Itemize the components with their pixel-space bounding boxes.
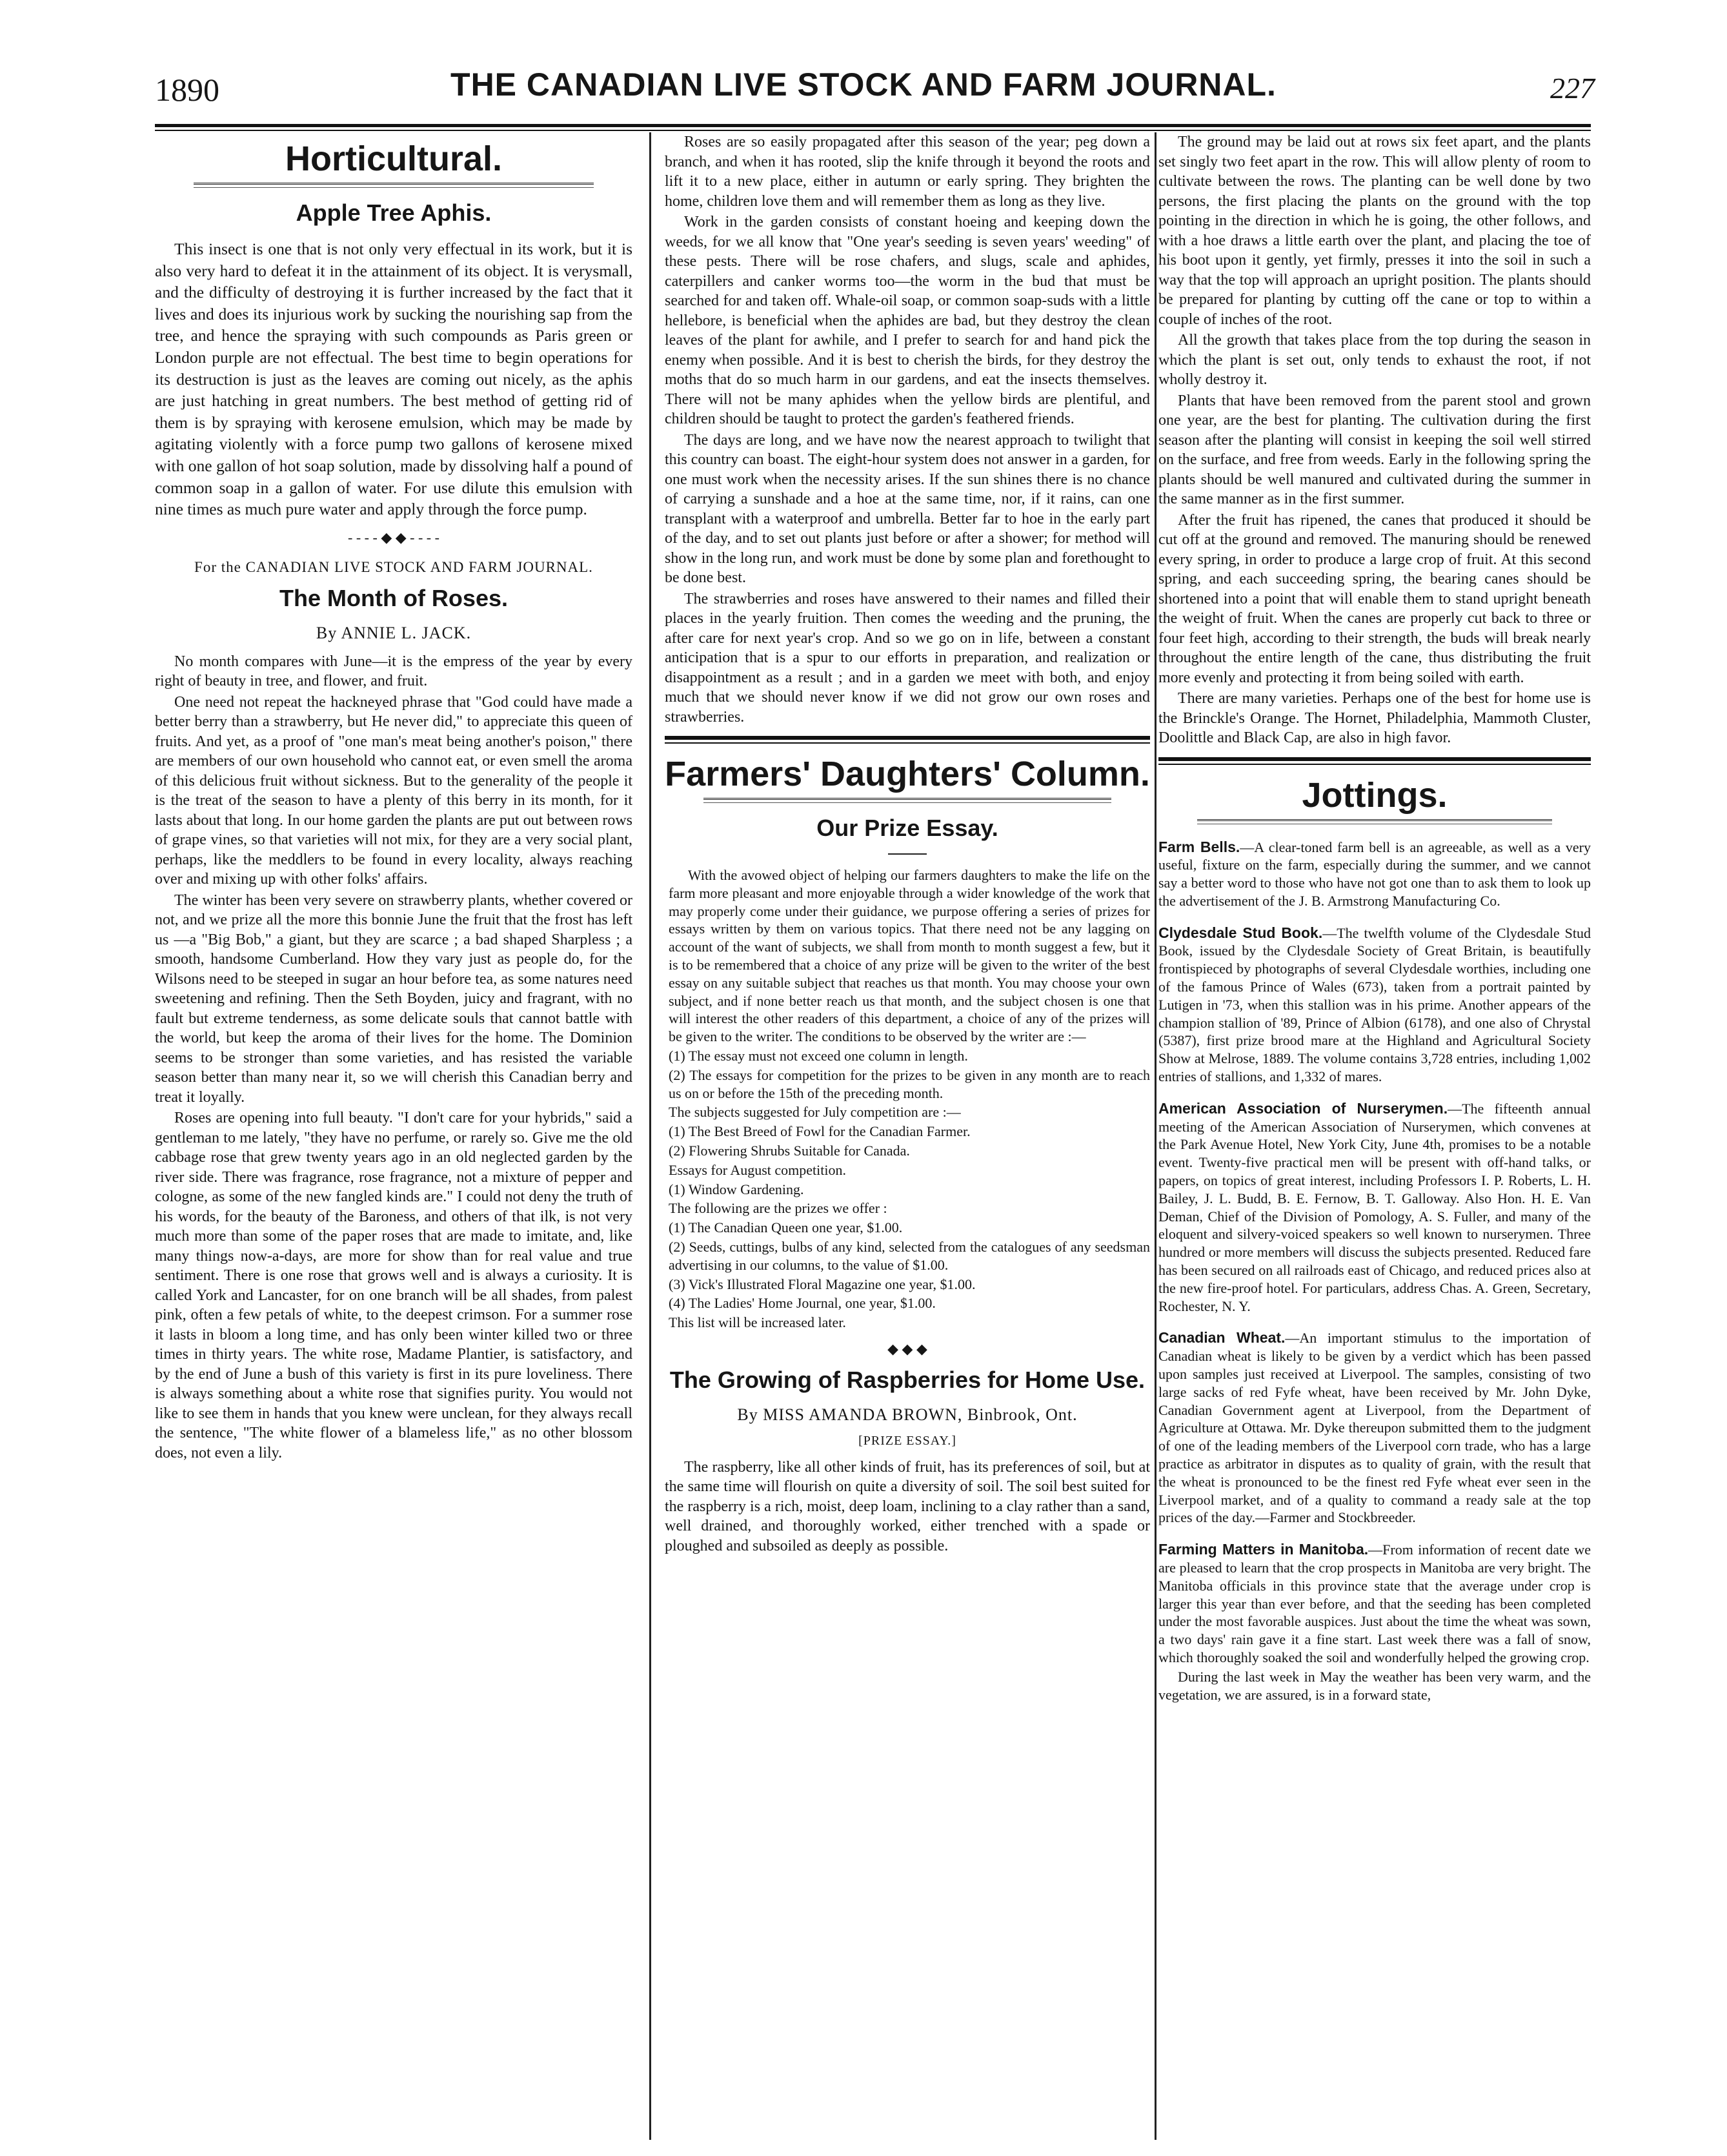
ornament-divider: ◆ ◆ ◆ (887, 1340, 927, 1357)
jotting-text: —From information of recent date we are pleased to learn that the crop prospects in Manitoba are very bright. The Manitoba officials in this province state that the average under crop is larger this year than ever before, and that the seeding has been completed under the most favorable auspices. Just about the time the wheat was sown, a two days' rain gave it a fine start. Last week there was a fall of snow, which thoroughly soaked the soil and wonderfully helped the growing crop. (1158, 1541, 1591, 1665)
column-middle (665, 132, 1150, 2150)
jotting-item (1158, 1100, 1591, 1316)
subject-item: (1) The Best Breed of Fowl for the Canadian Farmer. (669, 1123, 971, 1140)
divider (703, 798, 1111, 803)
article-paragraph: There are many varieties. Perhaps one of the best for home use is the Brinckle's Orange. The Hornet, Philadelphia, Mammoth Cluster, Doolittle and Black Cap, are also in high favor. (1158, 690, 1591, 746)
prize-essay-notice (665, 866, 1150, 1332)
article-paragraph: Work in the garden consists of constant hoeing and keeping down the weeds, for we all know that "One year's seeding is seven years' weeding" of these pests. There will be rose chafers, and slugs, scale and aphides, caterpillers and canker worms too—the worm in the bud that must be searched for and taken off. Whale-oil soap, or common soap-suds with a little hellebore, is beneficial when the aphides are bad, but they destroy the clean leaves of the plant for awhile, and I prefer to search for and hand pick the enemy when possible. And it is best to cherish the birds, for they destroy the moths that do so much harm in our gardens, and eat the insects themselves. There will not be many aphides when the yellow birds are plentiful, and children should be taught to protect the garden's feathered friends. (665, 214, 1150, 427)
jotting-item (1158, 924, 1591, 1086)
article-paragraph: One need not repeat the hackneyed phrase that "God could have made a better berry than a strawberry, but He never did," to appreciate this queen of fruits. And yet, as a proof of "one man's meat being another's poison," there are members of our own household who cannot eat, or even smell the aroma of this delicious fruit without sickness. But to the generality of the people it is the treat of the season to have a plenty of this berry in its month, for it lasts about that long. In our home garden the plants are put out between rows of grape vines, so that varieties will not mix, for they are a very social plant, perhaps, like the meddlers to be found in every locality, always reaching over and mixing up with other folks' affairs. (155, 693, 632, 888)
article-credit: For the CANADIAN LIVE STOCK AND FARM JOURNAL. (194, 558, 593, 575)
divider (1197, 819, 1552, 824)
running-header (0, 59, 1727, 117)
jotting-item (1158, 839, 1591, 910)
condition-item: (2) The essays for competition for the prizes to be given in any month are to reach us on or before the 15th of the preceding month. (669, 1066, 1150, 1101)
article-paragraph: The winter has been very severe on strawberry plants, whether covered or not, and we prize all the more this bonnie June the fruit that the frost has left us —a "Big Bob," a giant, but they are scarce ; a bad shaped Sharpless ; a smooth, handsome Cumberland. How they vary just as people do, for the Wilsons need to be steeped in sugar an hour before tea, as some natures need sweetening and refining. Then the Seth Boyden, juicy and fragrant, with no fault but extreme tenderness, as some delicate souls that cannot battle with the world, but keep the aroma of their lives for the home. The Dominion seems to be stronger than some varieties, and has resisted the variable season better than many near it, so we will cherish this Canadian berry and treat it loyally. (155, 891, 632, 1106)
condition-item: (1) The essay must not exceed one column in length. (669, 1047, 968, 1064)
article-paragraph: Roses are opening into full beauty. "I don't care for your hybrids," said a gentleman to me lately, "they have no perfume, or rarely so. Give me the old cabbage rose that grew twenty years ago in an old neglected garden by the river side. There was fragrance, rose fragrance, not a mixture of pepper and cologne, as some of the new fangled kinds are." I could not deny the truth of his words, for the beauty of the Baroness, and others of that ilk, is not very much more than some of the paper roses that are made to imitate, and, like many things now-a-days, are more for show than for real value and true sentiment. There is one rose that grows well and is always a curiosity. It is called York and Lancaster, for on one branch will be all shades, from palest pink, often a few petals of white, to the deepest crimson. For a summer rose it lasts in bloom a long time, and has only been winter killed two or three times in thirty years. The white rose, Madame Plantier, is satisfactory, and by the end of June a bush of this variety is first in its pure loveliness. There is always something about a white rose that signifies purity. You would not like to see them in hands that you knew were unclean, for they always recall the sentence, "The white flower of a blameless life," as no other blossom does, not even a lily. (155, 1110, 632, 1461)
article-paragraph: After the fruit has ripened, the canes that produced it should be cut off at the ground and removed. The manuring should be renewed every spring, in order to produce a large crop of fruit. At this second spring, and each succeeding spring, the bearing canes should be shortened into a point that will enable them to stand upright beneath the weight of fruit. When the canes are properly cut back to three or four feet high, according to their strength, the buds will break nearly throughout the entire length of the cane, thus distributing the fruit more evenly and protecting it from being soiled with earth. (1158, 511, 1591, 686)
column-rule (649, 132, 651, 2140)
section-rule (665, 736, 1150, 744)
prize-item: (1) The Canadian Queen one year, $1.00. (669, 1219, 903, 1236)
article-paragraph: All the growth that takes place from the top during the season in which the plant is set out, only tends to exhaust the root, if not wholly destroy it. (1158, 332, 1591, 388)
page-number: 227 (1550, 72, 1595, 105)
jotting-item (1158, 1541, 1591, 1667)
jotting-item (1158, 1329, 1591, 1527)
divider (888, 853, 927, 855)
article-paragraph: The raspberry, like all other kinds of fruit, has its preferences of soil, but at the same time will flourish on quite a diversity of soil. The soil best suited for the raspberry is a rich, moist, deep loam, inclining to a clay rather than a sand, well drained, and thoroughly worked, either trenched with a spade or ploughed and subsoiled as deeply as possible. (665, 1458, 1150, 1554)
section-rule (1158, 757, 1591, 765)
prize-item: (4) The Ladies' Home Journal, one year, $1.00. (669, 1295, 936, 1312)
page-year: 1890 (155, 72, 219, 108)
department-heading-horticultural: Horticultural. (285, 139, 503, 178)
article-title-raspberries: The Growing of Raspberries for Home Use. (669, 1366, 1146, 1393)
subject-item: (2) Flowering Shrubs Suitable for Canada. (669, 1142, 910, 1159)
jotting-text: —An important stimulus to the importation of Canadian wheat is likely to be given by a verdict which has been passed upon samples just received at Liverpool. The samples, consisting of two large sacks of red Fyfe wheat, have been received by Mr. John Dyke, Canadian Government agent at Liverpool, from the Department of Agriculture at Ottawa. Mr. Dyke thereupon submitted them to the judgment of one of the leading members of the Liverpool corn trade, who has a large practice as arbitrator in disputes as to quality of grain, with the result that the wheat is pronounced to be the finest red Fyfe wheat ever seen in the Liverpool market, and of a quality to command a ready sale at the top prices of the day.—Farmer and Stockbreeder. (1158, 1330, 1591, 1526)
jotting-lead: Canadian Wheat. (1158, 1329, 1286, 1347)
article-paragraph: Plants that have been removed from the parent stool and grown one year, are the best for planting. The cultivation during the first season after the planting will consist in keeping the soil well stirred on the surface, and free from weeds. Early in the following spring the plants should be well manured and cultivated during the summer in the same manner as in the first summer. (1158, 392, 1591, 507)
notice-intro: With the avowed object of helping our farmers daughters to make the life on the farm more pleasant and more enjoyable through a wider knowledge of the work that may properly come under their guidance, we purpose offering a series of prizes for essays written by them on various topics. That there need not be any lagging on account of the want of subjects, we shall from month to month suggest a few, but it is to be remembered that a choice of any prize will be given to the writer of the best essay on any suitable subject that reaches us that month. You may choose your own subject, and if none better reach us that month, and the subject chosen is one that will interest the other readers of this department, a choice of any of the prizes will be given to the writer. The conditions to be observed by the writer are :— (669, 867, 1150, 1045)
column-left (155, 132, 632, 2150)
subjects-heading: The subjects suggested for July competition are :— (669, 1104, 961, 1121)
jotting-lead: American Association of Nurserymen. (1158, 1099, 1448, 1117)
article-paragraph: No month compares with June—it is the empress of the year by every right of beauty in tree, and flower, and fruit. (155, 653, 632, 690)
article-paragraph: The ground may be laid out at rows six feet apart, and the plants set singly two feet apart in the row. This will allow plenty of room to cultivate between the rows. The planting can be well done by two persons, the first placing the plants on the ground with the top pointing in the direction in which he is going, the other follows, and with a hoe draws a little earth over the plant, and placing the toe of his boot upon it gently, yet firmly, presses it into the soil in such a way that the top will approach an upright position. The plants should be prepared for planting by cutting off the cane or top to within a couple of inches of the root. (1158, 134, 1591, 328)
column-rule (1155, 132, 1156, 2140)
article-paragraph: The days are long, and we have now the nearest approach to twilight that this country can boast. The eight-hour system does not answer in a garden, for one must work when the necessity arises. If the sun shines there is no chance of carrying a sunshade and a hoe at the same time, nor, if it rains, can one transplant with a waterproof and umbrella. Better far to hoe in the early part of the day, and to set out plants just before or after a shower; for method will show in the long run, and work must be done by some plan and forethought to be done best. (665, 431, 1150, 586)
article-title-prize-essay: Our Prize Essay. (816, 815, 998, 841)
jotting-lead: Farming Matters in Manitoba. (1158, 1541, 1369, 1558)
article-paragraph: During the last week in May the weather has been very warm, and the vegetation, we are assured, is in a forward state, (1158, 1668, 1591, 1703)
department-heading-daughters: Farmers' Daughters' Column. (665, 755, 1150, 793)
prize-item: (2) Seeds, cuttings, bulbs of any kind, selected from the catalogues of any seedsman advertising in our columns, to the value of $1.00. (669, 1238, 1150, 1273)
journal-title: THE CANADIAN LIVE STOCK AND FARM JOURNAL. (450, 66, 1277, 103)
article-paragraph: This insect is one that is not only very effectual in its work, but it is also very hard to defeat it in the attainment of its object. It is verysmall, and the difficulty of destroying it is further increased by the fact that it lives and does its injurious work by sucking the nourishing sap from the tree, and hence the spraying with such compounds as Paris green or London purple are not effectual. The best time to begin operations for its destruction is just as the leaves are coming out nicely, as the aphis are just hatching in great numbers. The best method of getting rid of them is by spraying with kerosene emulsion, which may be made by agitating violently with a force pump two gallons of kerosene mixed with one gallon of hot soap solution, made by dissolving half a pound of common soap in a gallon of water. For use dilute this emulsion with nine times as much pure water and apply through the force pump. (155, 239, 632, 519)
department-heading-jottings: Jottings. (1302, 775, 1448, 815)
prizes-heading: The following are the prizes we offer : (669, 1200, 887, 1217)
jotting-text: —A clear-toned farm bell is an agreeable, as well as a very useful, fixture on the farm, especially during the summer, and we cannot say a better word to those who have not got one than to ask them to look up the advertisement of the J. B. Armstrong Manufacturing Co. (1158, 839, 1591, 909)
header-rule (155, 124, 1591, 131)
jotting-lead: Clydesdale Stud Book. (1158, 924, 1323, 941)
article-byline: By MISS AMANDA BROWN, Binbrook, Ont. (737, 1405, 1078, 1424)
article-title-roses: The Month of Roses. (279, 584, 508, 611)
article-title-aphis: Apple Tree Aphis. (296, 199, 492, 226)
divider (194, 183, 594, 188)
subjects-heading: Essays for August competition. (669, 1161, 846, 1178)
jotting-lead: Farm Bells. (1158, 838, 1240, 855)
column-right (1158, 132, 1591, 2150)
prize-item: (3) Vick's Illustrated Floral Magazine one year, $1.00. (669, 1276, 976, 1292)
article-paragraph: The strawberries and roses have answered to their names and filled their places in the yearly fruition. Then comes the weeding and the pruning, the after care for next year's crop. And so we go on in life, between a constant anticipation that is a spur to our efforts in preparation, and realization or disappointment as a result ; and in a garden we meet with both, and enjoy much that we should never know if we did not grow our own roses and strawberries. (665, 590, 1150, 726)
article-paragraph: Roses are so easily propagated after this season of the year; peg down a branch, and when it has rooted, slip the knife through it beyond the roots and lift it to a new place, either in autumn or early spring. They brighten the home, children love them and will remember them as long as they live. (665, 134, 1150, 210)
jotting-text: —The fifteenth annual meeting of the American Association of Nurserymen, which convenes at the Park Avenue Hotel, New York City, June 4th, promises to be a notable event. Twenty-five practical men will be present with off-hand talks, or papers, on topics of great interest, including Professors I. P. Roberts, L. H. Bailey, J. L. Budd, B. E. Fernow, B. T. Galloway. Also Hon. H. E. Van Deman, Chief of the Division of Pomology, A. S. Fuller, and many of the eloquent and silvery-voiced speakers so well known to nurserymen. Three hundred or more members will discuss the subjects presented. Reduced fare has been secured on all railroads east of Chicago, and reduced prices also at the new fire-proof hotel. For particulars, address Chas. A. Green, Secretary, Rochester, N. Y. (1158, 1100, 1591, 1314)
notice-closing: This list will be increased later. (669, 1314, 846, 1331)
ornament-divider: - - - - ◆ ◆ - - - - (348, 529, 439, 545)
jotting-text: —The twelfth volume of the Clydesdale Stud Book, issued by the Clydesdale Society of Great Britain, is beautifully frontispieced by photographs of several Clydesdale worthies, including one of the famous Prince of Wales (673), taken from a portrait painted by Lutigen in '73, when this stallion was in his prime. Another appears of the champion stallion of '89, Prince of Albion (6178), and one also of Chrystal (5387), first prize brood mare at the Highland and Agricultural Society Show at Melrose, 1889. The volume contains 3,728 entries, including 1,002 entries of stallions, and 1,332 of mares. (1158, 924, 1591, 1085)
subject-item: (1) Window Gardening. (669, 1181, 804, 1197)
prize-essay-tag: [PRIZE ESSAY.] (858, 1433, 956, 1448)
article-byline: By ANNIE L. JACK. (316, 623, 472, 642)
